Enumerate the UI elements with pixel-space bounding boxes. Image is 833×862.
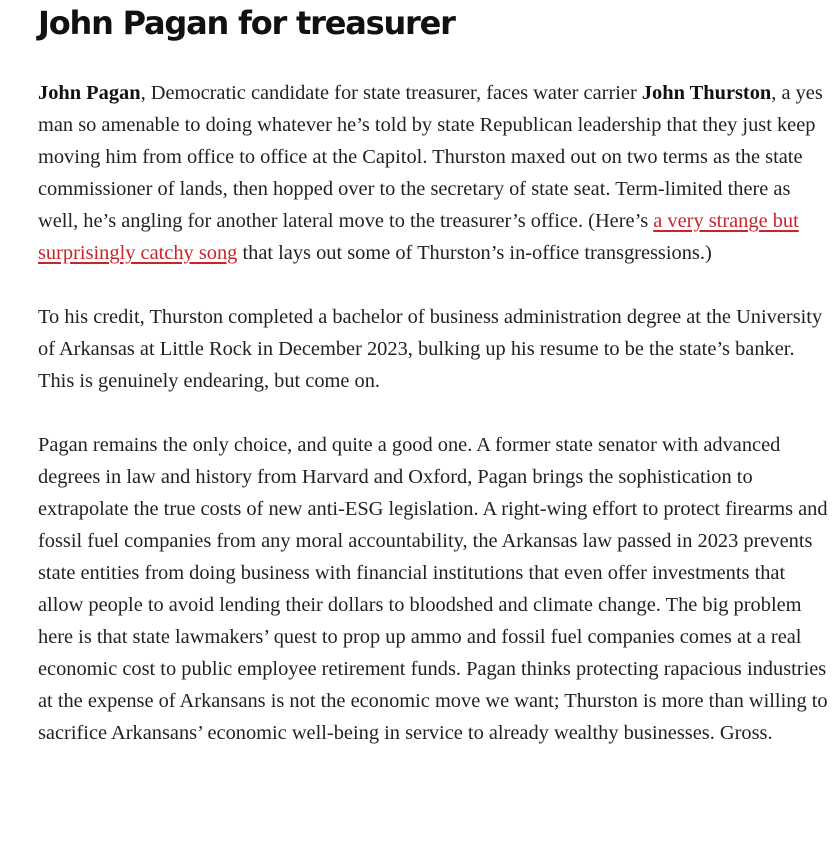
- paragraph-1-text-2: , a yes man so amenable to doing whatever he’s told by state Republican leadership that they just keep moving him from office to office at the Capitol. Thurston maxed out on two terms as the state commissioner of lands, then hopped over to the secretary of state seat. Term-limited there as well, he’s angling for another lateral move to the treasurer’s office. (Here’s: [38, 82, 823, 232]
- article: [38, 0, 828, 749]
- candidate-name-thurston: John Thurston: [641, 82, 772, 104]
- paragraph-1: [38, 77, 828, 269]
- song-link[interactable]: a very strange but surprisingly catchy song: [38, 210, 799, 264]
- candidate-name-pagan: John Pagan: [38, 82, 141, 104]
- paragraph-1-text-1: , Democratic candidate for state treasurer, faces water carrier: [140, 82, 642, 104]
- paragraph-1-text-3: that lays out some of Thurston’s in-office transgressions.): [237, 242, 712, 264]
- article-headline: John Pagan for treasurer: [38, 4, 455, 42]
- paragraph-2: To his credit, Thurston completed a bachelor of business administration degree at the University of Arkansas at Little Rock in December 2023, bulking up his resume to be the state’s banker. This is genuinely endearing, but come on.: [38, 306, 823, 392]
- paragraph-3: Pagan remains the only choice, and quite a good one. A former state senator with advanced degrees in law and history from Harvard and Oxford, Pagan brings the sophistication to extrapolate the true costs of new anti-ESG legislation. A right-wing effort to protect firearms and fossil fuel companies from any moral accountability, the Arkansas law passed in 2023 prevents state entities from doing business with financial institutions that even offer investments that allow people to avoid lending their dollars to bloodshed and climate change. The big problem here is that state lawmakers’ quest to prop up ammo and fossil fuel companies comes at a real economic cost to public employee retirement funds. Pagan thinks protecting rapacious industries at the expense of Arkansans is not the economic move we want; Thurston is more than willing to sacrifice Arkansans’ economic well-being in service to already wealthy businesses. Gross.: [38, 434, 828, 744]
